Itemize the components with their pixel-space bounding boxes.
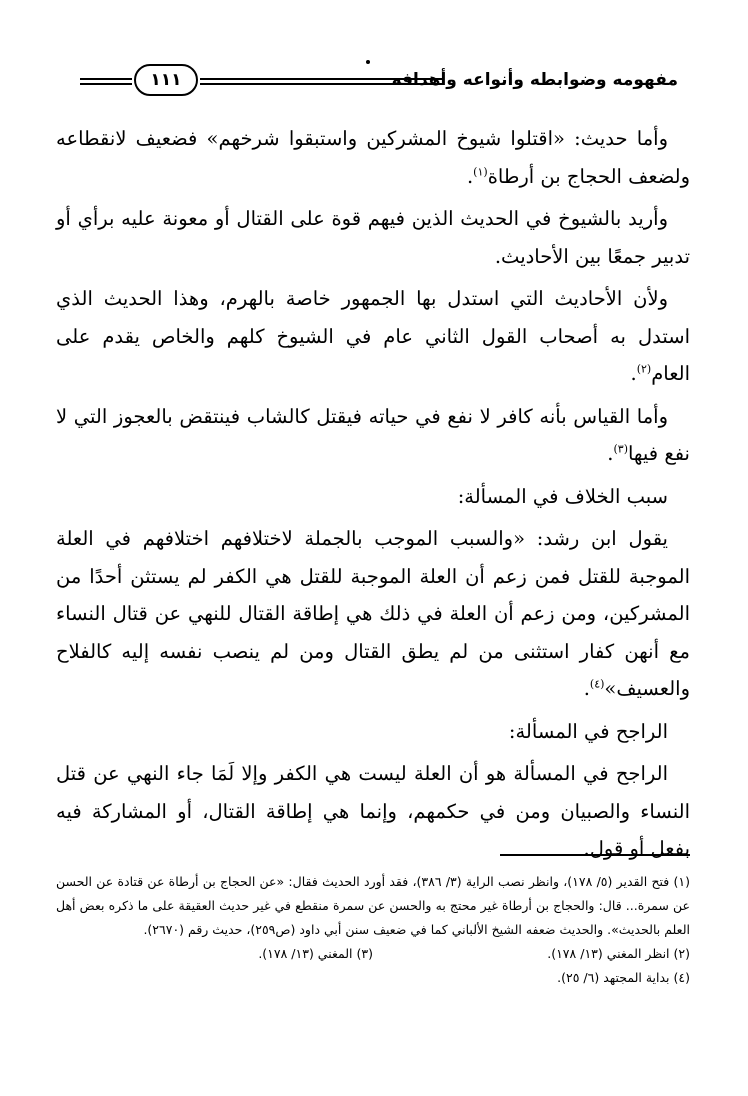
paragraph-4: وأما القياس بأنه كافر لا نفع في حياته فيقتل كالشاب فينتقض بالعجوز التي لا نفع فيها$^{(٣)}$. xyxy=(56,404,690,465)
header-ornament-dot xyxy=(366,60,370,64)
footnote-3: (٣) المغني (١٣/ ١٧٨). xyxy=(258,946,373,961)
footnote-ref-2: (٢) xyxy=(636,362,652,376)
footnote-separator xyxy=(500,854,690,856)
section-heading-cause: سبب الخلاف في المسألة: xyxy=(457,484,668,508)
footnote-row xyxy=(56,942,690,966)
paragraph-5: يقول ابن رشد: «والسبب الموجب بالجملة لاختلافهم اختلافهم في العلة الموجبة للقتل فمن زعم أن العلة الموجبة للقتل هي الكفر لم يستثن أحدًا من المشركين، ومن زعم أن العلة في ذلك هي إطاقة القتال للنهي عن قتال النساء مع أنهن كفار استثنى من لم يطق القتال ومن لم ينصب نفسه إليه كالفلاح والعسيف»$^{(٤)}$. xyxy=(56,527,690,700)
page-number: ١١١ xyxy=(134,64,198,96)
paragraph-2: وأريد بالشيوخ في الحديث الذين فيهم قوة على القتال أو معونة عليه برأي أو تدبير جمعًا بين الأحاديث. xyxy=(56,207,690,268)
header-title: مفهومه وضوابطه وأنواعه وأهدافه xyxy=(391,70,678,90)
header-double-rule-right xyxy=(200,78,443,85)
footnote-1: (١) فتح القدير (٥/ ١٧٨)، وانظر نصب الراية (٣/ ٣٨٦)، فقد أورد الحديث فقال: «عن الحجاج بن أرطاة عن قتادة عن الحسن عن سمرة... قال: والحجاج بن أرطاة غير محتج به والحسن عن سمرة منقطع في غير حديث العقيقة على ما ذكره بعض أهل العلم بالحديث». والحديث ضعفه الشيخ الألباني كما في ضعيف سنن أبي داود (ص٢٥٩)، حديث رقم (٢٦٧٠). xyxy=(56,874,691,937)
paragraph-3: ولأن الأحاديث التي استدل بها الجمهور خاصة بالهرم، وهذا الحديث الذي استدل به أصحاب القول الثاني عام في الشيوخ كلهم والخاص يقدم على العام$^{(٢)}$. xyxy=(56,287,690,385)
paragraph-6: الراجح في المسألة هو أن العلة ليست هي الكفر وإلا لَمَا جاء النهي عن قتل النساء والصبيان ومن في حكمهم، وإنما هي إطاقة القتال، أو المشاركة فيه بفعل أو قول. xyxy=(56,762,690,860)
footnotes xyxy=(56,870,690,990)
footnote-ref-1: (١) xyxy=(473,165,488,178)
footnote-ref-4: (٤) xyxy=(589,677,605,691)
footnote-2: (٢) انظر المغني (١٣/ ١٧٨). xyxy=(547,946,690,961)
section-heading-preferred: الراجح في المسألة: xyxy=(508,719,668,743)
footnote-ref-3: (٣) xyxy=(613,442,628,456)
main-text xyxy=(56,120,690,873)
footnote-4: (٤) بداية المجتهد (٦/ ٢٥). xyxy=(557,970,690,985)
paragraph-1: وأما حديث: «اقتلوا شيوخ المشركين واستبقوا شرخهم» فضعيف لانقطاعه ولضعف الحجاج بن أرطاة$^{(١)}$. xyxy=(56,127,690,188)
header-double-rule-left xyxy=(80,78,132,85)
running-header xyxy=(80,62,678,102)
